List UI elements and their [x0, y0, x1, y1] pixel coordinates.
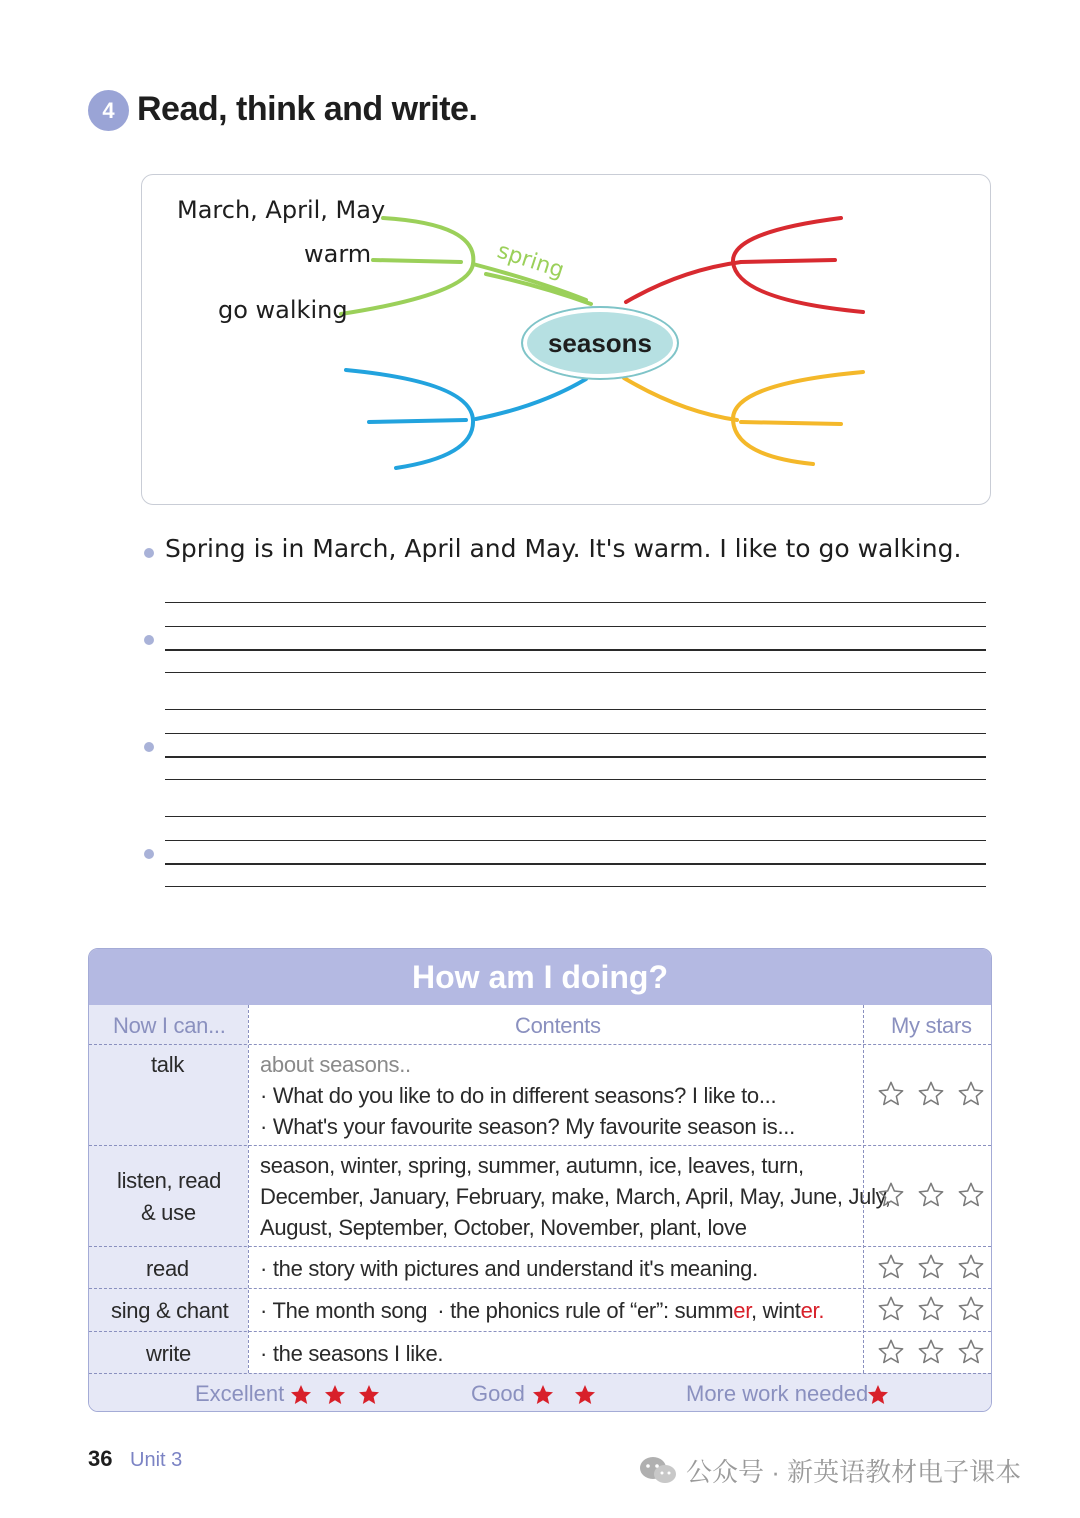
skill-talk: talk: [151, 1052, 185, 1077]
star-outline-icon[interactable]: [957, 1080, 985, 1108]
star-filled-icon: [573, 1383, 597, 1407]
star-filled-icon: [323, 1383, 347, 1407]
star-outline-icon[interactable]: [957, 1295, 985, 1323]
exercise-number-badge: 4: [88, 90, 129, 131]
branch-label-spring: spring: [494, 238, 568, 284]
content-line: [260, 1298, 824, 1324]
example-sentence: Spring is in March, April and May. It's warm. I like to go walking.: [165, 534, 962, 563]
star-filled-icon: [866, 1383, 890, 1407]
header-my-stars: My stars: [891, 1013, 972, 1038]
content-line: · the seasons I like.: [260, 1341, 444, 1366]
leaf-go-walking: go walking: [218, 296, 348, 324]
skill-and-use: & use: [141, 1200, 196, 1225]
star-outline-icon[interactable]: [957, 1338, 985, 1366]
bullet-dot: [144, 548, 154, 558]
writing-line: [165, 779, 986, 780]
skill-write: write: [146, 1341, 191, 1366]
star-outline-icon[interactable]: [877, 1080, 905, 1108]
exercise-title: Read, think and write.: [137, 90, 478, 128]
phonics-er-highlight: er: [733, 1298, 752, 1323]
month-song-text: · The month song: [260, 1298, 428, 1323]
star-outline-icon[interactable]: [877, 1338, 905, 1366]
wechat-icon: [638, 1455, 678, 1487]
star-outline-icon[interactable]: [917, 1338, 945, 1366]
writing-line: [165, 733, 986, 734]
legend-stars-good: [531, 1383, 597, 1407]
phonics-text: , wint: [751, 1298, 801, 1323]
grid-line: [89, 1246, 991, 1247]
star-outline-icon[interactable]: [957, 1181, 985, 1209]
table-title: How am I doing?: [89, 949, 991, 1005]
writing-line: [165, 840, 986, 841]
star-outline-icon[interactable]: [917, 1181, 945, 1209]
content-line: · What do you like to do in different seasons? I like to...: [260, 1083, 777, 1108]
page-number: 36: [88, 1446, 113, 1471]
content-line: December, January, February, make, March, April, May, June, July,: [260, 1184, 891, 1209]
watermark: [638, 1452, 1021, 1489]
yellow-branch: [624, 372, 863, 464]
header-contents: Contents: [515, 1013, 601, 1038]
skill-listen-read: listen, read: [117, 1168, 222, 1193]
blue-branch: [346, 370, 586, 468]
header-now-i-can: Now I can...: [113, 1013, 226, 1038]
content-line: August, September, October, November, plant, love: [260, 1215, 747, 1240]
writing-line: [165, 709, 986, 710]
content-line: season, winter, spring, summer, autumn, ice, leaves, turn,: [260, 1153, 804, 1178]
phonics-er-highlight: er: [800, 1298, 819, 1323]
star-outline-icon[interactable]: [917, 1253, 945, 1281]
skill-sing-chant: sing & chant: [111, 1298, 229, 1323]
grid-line: [89, 1373, 991, 1374]
writing-line: [165, 672, 986, 673]
grid-line: [89, 1331, 991, 1332]
star-filled-icon: [531, 1383, 555, 1407]
writing-line: [165, 649, 986, 651]
rating-stars-read: [877, 1253, 985, 1281]
writing-line: [165, 816, 986, 817]
bullet-dot: [144, 849, 154, 859]
legend-stars-more-work: [866, 1383, 890, 1407]
content-line: · What's your favourite season? My favourite season is...: [260, 1114, 795, 1139]
star-filled-icon: [357, 1383, 381, 1407]
grid-line: [89, 1044, 991, 1045]
legend-stars-excellent: [289, 1383, 381, 1407]
bullet-dot: [144, 742, 154, 752]
legend-excellent: Excellent: [195, 1381, 285, 1406]
content-line: · the story with pictures and understand it's meaning.: [260, 1256, 758, 1281]
writing-line: [165, 602, 986, 603]
star-outline-icon[interactable]: [877, 1181, 905, 1209]
grid-line: [89, 1145, 991, 1146]
grid-line: [89, 1288, 991, 1289]
star-outline-icon[interactable]: [877, 1295, 905, 1323]
grid-line: [248, 1005, 249, 1373]
writing-line: [165, 886, 986, 887]
red-branch: [626, 218, 863, 312]
phonics-text: · the phonics rule of “er”: summ: [437, 1298, 734, 1323]
rating-stars-listen: [877, 1181, 985, 1209]
legend-good: Good: [471, 1381, 525, 1406]
unit-label: Unit 3: [130, 1449, 183, 1471]
skill-read: read: [146, 1256, 189, 1281]
leaf-months: March, April, May: [177, 196, 386, 224]
star-filled-icon: [289, 1383, 313, 1407]
star-outline-icon[interactable]: [957, 1253, 985, 1281]
content-line: about seasons..: [260, 1052, 411, 1077]
rating-stars-sing: [877, 1295, 985, 1323]
bullet-dot: [144, 635, 154, 645]
center-node-seasons: seasons: [521, 306, 679, 380]
rating-stars-talk: [877, 1080, 985, 1108]
phonics-period: .: [818, 1298, 825, 1323]
self-assessment-table: [88, 948, 992, 1412]
writing-line: [165, 863, 986, 865]
star-outline-icon[interactable]: [877, 1253, 905, 1281]
rating-stars-write: [877, 1338, 985, 1366]
writing-line: [165, 756, 986, 758]
star-outline-icon[interactable]: [917, 1080, 945, 1108]
star-outline-icon[interactable]: [917, 1295, 945, 1323]
leaf-warm: warm: [304, 240, 372, 268]
watermark-text: 公众号 · 新英语教材电子课本: [686, 1457, 1022, 1487]
legend-more-work: More work needed: [686, 1381, 869, 1406]
writing-line: [165, 626, 986, 627]
